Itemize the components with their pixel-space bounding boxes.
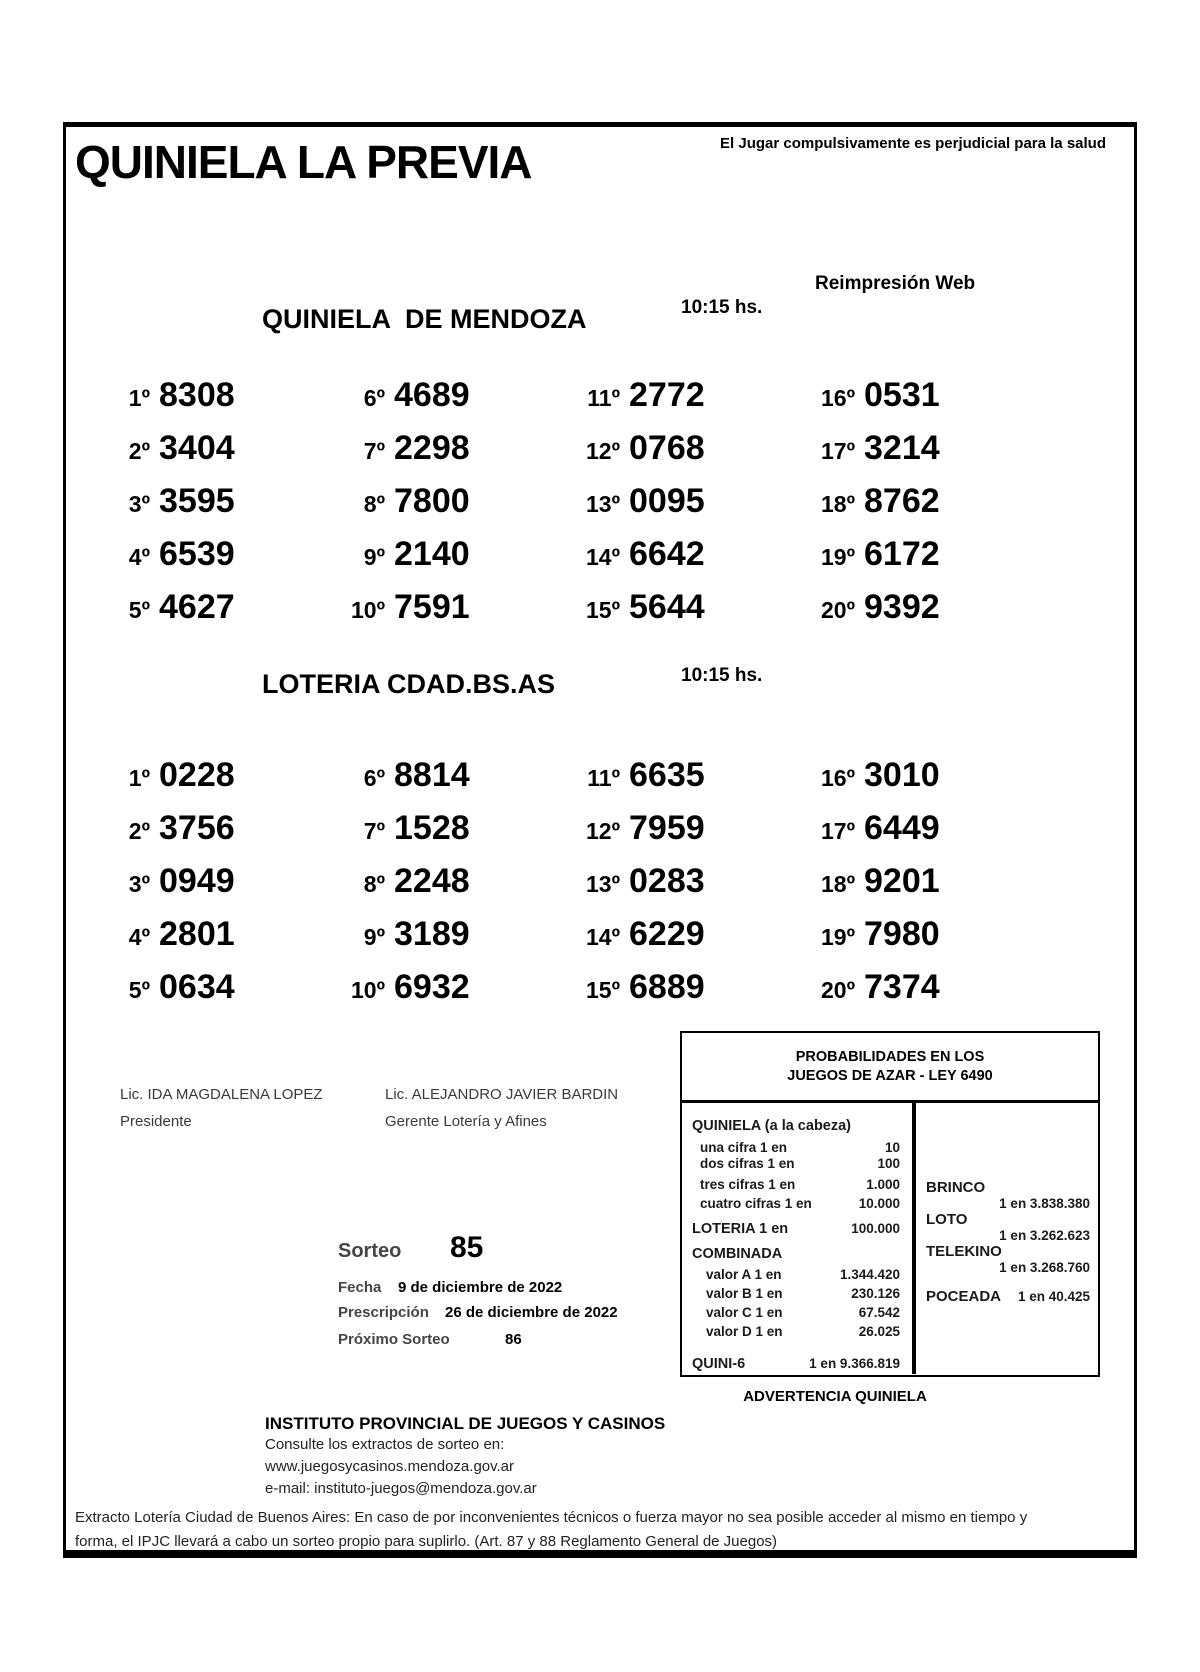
result-position: 1º bbox=[128, 765, 150, 791]
result-number: 2140 bbox=[394, 535, 470, 573]
result-cell bbox=[100, 968, 335, 1021]
odds-label: tres cifras 1 en bbox=[700, 1177, 796, 1192]
result-position: 8º bbox=[363, 491, 385, 517]
game-odds bbox=[926, 1180, 1090, 1212]
result-cell bbox=[335, 756, 570, 809]
result-number: 0228 bbox=[159, 756, 235, 794]
game-name: POCEADA bbox=[926, 1288, 1002, 1305]
odds-label: LOTERIA 1 en bbox=[692, 1221, 789, 1237]
result-number: 2772 bbox=[629, 376, 705, 414]
proximo-sorteo-value: 86 bbox=[505, 1331, 522, 1348]
odds-value: 230.126 bbox=[851, 1286, 900, 1301]
result-number: 6635 bbox=[629, 756, 705, 794]
result-number: 0283 bbox=[629, 862, 705, 900]
proximo-sorteo-row bbox=[338, 1331, 522, 1348]
result-position: 14º bbox=[586, 544, 620, 570]
result-cell bbox=[100, 482, 335, 535]
result-cell bbox=[335, 535, 570, 588]
section-time-mendoza: 10:15 hs. bbox=[681, 297, 763, 318]
result-cell bbox=[100, 535, 335, 588]
result-number: 8308 bbox=[159, 376, 235, 414]
sorteo-number: 85 bbox=[450, 1231, 484, 1264]
reprint-web-label: Reimpresión Web bbox=[815, 273, 976, 294]
odds-value: 1.344.420 bbox=[839, 1267, 900, 1282]
result-number: 6172 bbox=[864, 535, 940, 573]
result-number: 7374 bbox=[864, 968, 940, 1006]
odds-value: 1 en 9.366.819 bbox=[809, 1356, 900, 1371]
result-position: 16º bbox=[821, 765, 855, 791]
result-cell bbox=[805, 376, 1040, 429]
result-cell bbox=[805, 482, 1040, 535]
result-number: 8814 bbox=[394, 756, 470, 794]
advertencia-title: ADVERTENCIA QUINIELA bbox=[743, 1388, 927, 1405]
poceada-odds-row bbox=[926, 1288, 1090, 1305]
result-position: 11º bbox=[587, 385, 620, 411]
result-position: 7º bbox=[363, 818, 385, 844]
result-cell bbox=[570, 809, 805, 862]
officials bbox=[120, 1086, 650, 1131]
odds-row bbox=[692, 1324, 900, 1340]
result-cell bbox=[100, 862, 335, 915]
result-position: 4º bbox=[128, 544, 150, 570]
result-number: 7980 bbox=[864, 915, 940, 953]
result-cell bbox=[100, 588, 335, 641]
odds-row bbox=[692, 1177, 900, 1193]
result-cell bbox=[100, 429, 335, 482]
result-cell bbox=[335, 968, 570, 1021]
game-name: LOTO bbox=[926, 1211, 968, 1228]
result-position: 6º bbox=[363, 765, 385, 791]
odds-value: 26.025 bbox=[858, 1324, 900, 1339]
result-number: 2248 bbox=[394, 862, 470, 900]
result-position: 9º bbox=[363, 544, 385, 570]
fecha-label: Fecha bbox=[338, 1279, 382, 1296]
result-position: 20º bbox=[821, 597, 855, 623]
result-number: 6449 bbox=[864, 809, 940, 847]
result-number: 0949 bbox=[159, 862, 235, 900]
fecha-value: 9 de diciembre de 2022 bbox=[398, 1279, 563, 1296]
probabilities-body bbox=[682, 1103, 1098, 1374]
result-position: 19º bbox=[821, 924, 855, 950]
probabilities-box bbox=[680, 1031, 1100, 1377]
odds-value: 1.000 bbox=[866, 1177, 900, 1192]
result-number: 6642 bbox=[629, 535, 705, 573]
quiniela-odds-header: QUINIELA (a la cabeza) bbox=[692, 1118, 852, 1134]
result-cell bbox=[570, 429, 805, 482]
odds-label: dos cifras 1 en bbox=[700, 1156, 795, 1171]
footer-line1: Extracto Lotería Ciudad de Buenos Aires: En caso de por inconvenientes técnicos o fuerza mayor no sea posible acceder al mismo en tiempo y bbox=[75, 1509, 1028, 1526]
result-number: 7591 bbox=[394, 588, 470, 626]
result-number: 3404 bbox=[159, 429, 235, 467]
result-position: 15º bbox=[586, 597, 620, 623]
result-number: 6539 bbox=[159, 535, 235, 573]
result-cell bbox=[335, 376, 570, 429]
sorteo-label: Sorteo bbox=[338, 1240, 402, 1262]
result-cell bbox=[570, 968, 805, 1021]
result-position: 12º bbox=[586, 818, 620, 844]
result-cell bbox=[805, 809, 1040, 862]
result-number: 3214 bbox=[864, 429, 940, 467]
result-number: 3010 bbox=[864, 756, 940, 794]
game-name: TELEKINO bbox=[926, 1243, 1002, 1260]
result-cell bbox=[335, 809, 570, 862]
result-cell bbox=[335, 588, 570, 641]
result-cell bbox=[805, 915, 1040, 968]
result-cell bbox=[805, 588, 1040, 641]
result-cell bbox=[100, 376, 335, 429]
results-grid-bsas bbox=[100, 756, 1040, 1021]
official-name: Lic. ALEJANDRO JAVIER BARDIN bbox=[385, 1086, 619, 1103]
odds-label: valor B 1 en bbox=[706, 1286, 783, 1301]
result-position: 3º bbox=[128, 491, 150, 517]
odds-value: 67.542 bbox=[858, 1305, 900, 1320]
result-position: 15º bbox=[586, 977, 620, 1003]
odds-value: 100.000 bbox=[851, 1221, 900, 1236]
odds-row bbox=[692, 1305, 900, 1321]
official bbox=[120, 1086, 385, 1131]
result-position: 10º bbox=[351, 597, 385, 623]
official bbox=[385, 1086, 650, 1131]
result-number: 7959 bbox=[629, 809, 705, 847]
footer-line2: forma, el IPJC llevará a cabo un sorteo propio para suplirlo. (Art. 87 y 88 Reglamento General de Juegos) bbox=[75, 1533, 778, 1550]
result-position: 3º bbox=[128, 871, 150, 897]
odds-value: 100 bbox=[877, 1156, 900, 1171]
result-position: 12º bbox=[586, 438, 620, 464]
game-odds-value: 1 en 3.262.623 bbox=[999, 1228, 1090, 1243]
result-position: 14º bbox=[586, 924, 620, 950]
game-odds-value: 1 en 40.425 bbox=[1017, 1289, 1090, 1304]
probabilities-left-column bbox=[682, 1103, 916, 1374]
result-position: 13º bbox=[586, 871, 620, 897]
result-position: 17º bbox=[821, 438, 855, 464]
result-cell bbox=[805, 968, 1040, 1021]
odds-row bbox=[692, 1156, 900, 1172]
document-frame bbox=[63, 122, 1137, 1558]
health-warning: El Jugar compulsivamente es perjudicial para la salud bbox=[720, 135, 1106, 152]
result-position: 5º bbox=[128, 977, 150, 1003]
odds-value: 10.000 bbox=[858, 1196, 900, 1211]
result-cell bbox=[805, 756, 1040, 809]
result-cell bbox=[570, 862, 805, 915]
game-odds bbox=[926, 1244, 1090, 1276]
result-number: 8762 bbox=[864, 482, 940, 520]
result-number: 7800 bbox=[394, 482, 470, 520]
prescripcion-label: Prescripción bbox=[338, 1304, 429, 1321]
result-cell bbox=[100, 809, 335, 862]
result-number: 9392 bbox=[864, 588, 940, 626]
result-number: 3595 bbox=[159, 482, 235, 520]
game-name: BRINCO bbox=[926, 1179, 986, 1196]
probabilities-title-line2: JUEGOS DE AZAR - LEY 6490 bbox=[787, 1067, 993, 1084]
probabilities-right-column bbox=[916, 1103, 1098, 1374]
azar-games bbox=[926, 1180, 1090, 1276]
result-position: 16º bbox=[821, 385, 855, 411]
result-cell bbox=[570, 915, 805, 968]
result-cell bbox=[570, 588, 805, 641]
result-cell bbox=[805, 862, 1040, 915]
result-position: 2º bbox=[128, 438, 150, 464]
result-position: 20º bbox=[821, 977, 855, 1003]
game-odds bbox=[926, 1212, 1090, 1244]
result-cell bbox=[100, 756, 335, 809]
odds-row bbox=[692, 1196, 900, 1212]
results-grid-mendoza bbox=[100, 376, 1040, 641]
game-odds-value: 1 en 3.268.760 bbox=[999, 1260, 1090, 1275]
result-cell bbox=[335, 429, 570, 482]
odds-row bbox=[692, 1140, 900, 1156]
result-cell bbox=[335, 915, 570, 968]
result-position: 4º bbox=[128, 924, 150, 950]
result-position: 5º bbox=[128, 597, 150, 623]
result-position: 10º bbox=[351, 977, 385, 1003]
result-position: 18º bbox=[821, 491, 855, 517]
result-position: 6º bbox=[363, 385, 385, 411]
combinada-odds-rows bbox=[692, 1267, 900, 1340]
result-cell bbox=[805, 429, 1040, 482]
result-number: 4689 bbox=[394, 376, 470, 414]
result-number: 2801 bbox=[159, 915, 235, 953]
institute-block bbox=[265, 1414, 665, 1500]
sorteo-row bbox=[338, 1231, 483, 1265]
result-number: 6229 bbox=[629, 915, 705, 953]
prescripcion-value: 26 de diciembre de 2022 bbox=[445, 1304, 618, 1321]
combinada-header: COMBINADA bbox=[692, 1246, 783, 1262]
prescripcion-row bbox=[338, 1304, 618, 1321]
result-cell bbox=[805, 535, 1040, 588]
result-position: 7º bbox=[363, 438, 385, 464]
result-number: 2298 bbox=[394, 429, 470, 467]
institute-email: e-mail: instituto-juegos@mendoza.gov.ar bbox=[265, 1480, 537, 1497]
result-number: 6932 bbox=[394, 968, 470, 1006]
odds-label: cuatro cifras 1 en bbox=[700, 1196, 812, 1211]
quini6-odds-row bbox=[692, 1356, 900, 1372]
probabilities-header bbox=[682, 1033, 1098, 1103]
result-cell bbox=[335, 862, 570, 915]
result-number: 3189 bbox=[394, 915, 470, 953]
proximo-sorteo-label: Próximo Sorteo bbox=[338, 1331, 450, 1348]
result-number: 3756 bbox=[159, 809, 235, 847]
result-number: 0634 bbox=[159, 968, 235, 1006]
fecha-row bbox=[338, 1279, 562, 1296]
loteria-odds-row bbox=[692, 1221, 900, 1237]
result-number: 5644 bbox=[629, 588, 705, 626]
institute-website: www.juegosycasinos.mendoza.gov.ar bbox=[265, 1458, 515, 1475]
institute-name: INSTITUTO PROVINCIAL DE JUEGOS Y CASINOS bbox=[265, 1414, 666, 1433]
odds-label: una cifra 1 en bbox=[700, 1140, 788, 1155]
result-number: 1528 bbox=[394, 809, 470, 847]
result-position: 18º bbox=[821, 871, 855, 897]
result-position: 19º bbox=[821, 544, 855, 570]
odds-row bbox=[692, 1267, 900, 1283]
odds-label: valor C 1 en bbox=[706, 1305, 783, 1320]
result-position: 8º bbox=[363, 871, 385, 897]
odds-row bbox=[692, 1286, 900, 1302]
official-name: Lic. IDA MAGDALENA LOPEZ bbox=[120, 1086, 323, 1103]
result-number: 4627 bbox=[159, 588, 235, 626]
official-role: Gerente Lotería y Afines bbox=[385, 1113, 547, 1130]
footer-note bbox=[75, 1506, 1131, 1554]
result-number: 0768 bbox=[629, 429, 705, 467]
game-odds-value: 1 en 3.838.380 bbox=[999, 1196, 1090, 1211]
result-cell bbox=[570, 376, 805, 429]
result-position: 17º bbox=[821, 818, 855, 844]
result-number: 6889 bbox=[629, 968, 705, 1006]
result-cell bbox=[335, 482, 570, 535]
result-position: 1º bbox=[128, 385, 150, 411]
result-number: 9201 bbox=[864, 862, 940, 900]
result-cell bbox=[570, 482, 805, 535]
result-cell bbox=[570, 756, 805, 809]
probabilities-title-line1: PROBABILIDADES EN LOS bbox=[795, 1048, 985, 1065]
page-title: QUINIELA LA PREVIA bbox=[75, 136, 532, 188]
result-cell bbox=[570, 535, 805, 588]
odds-value: 10 bbox=[884, 1140, 900, 1155]
quiniela-odds-rows bbox=[692, 1140, 900, 1212]
official-role: Presidente bbox=[120, 1113, 192, 1130]
institute-consult-text: Consulte los extractos de sorteo en: bbox=[265, 1436, 505, 1453]
result-number: 0095 bbox=[629, 482, 705, 520]
result-position: 2º bbox=[128, 818, 150, 844]
section-title-bsas: LOTERIA CDAD.BS.AS bbox=[262, 669, 556, 699]
result-position: 13º bbox=[586, 491, 620, 517]
odds-label: QUINI-6 bbox=[692, 1356, 746, 1372]
result-position: 9º bbox=[363, 924, 385, 950]
section-time-bsas: 10:15 hs. bbox=[681, 665, 763, 686]
result-number: 0531 bbox=[864, 376, 940, 414]
odds-label: valor D 1 en bbox=[706, 1324, 783, 1339]
section-title-mendoza: QUINIELA DE MENDOZA bbox=[262, 304, 587, 334]
result-cell bbox=[100, 915, 335, 968]
odds-label: valor A 1 en bbox=[706, 1267, 782, 1282]
result-position: 11º bbox=[587, 765, 620, 791]
